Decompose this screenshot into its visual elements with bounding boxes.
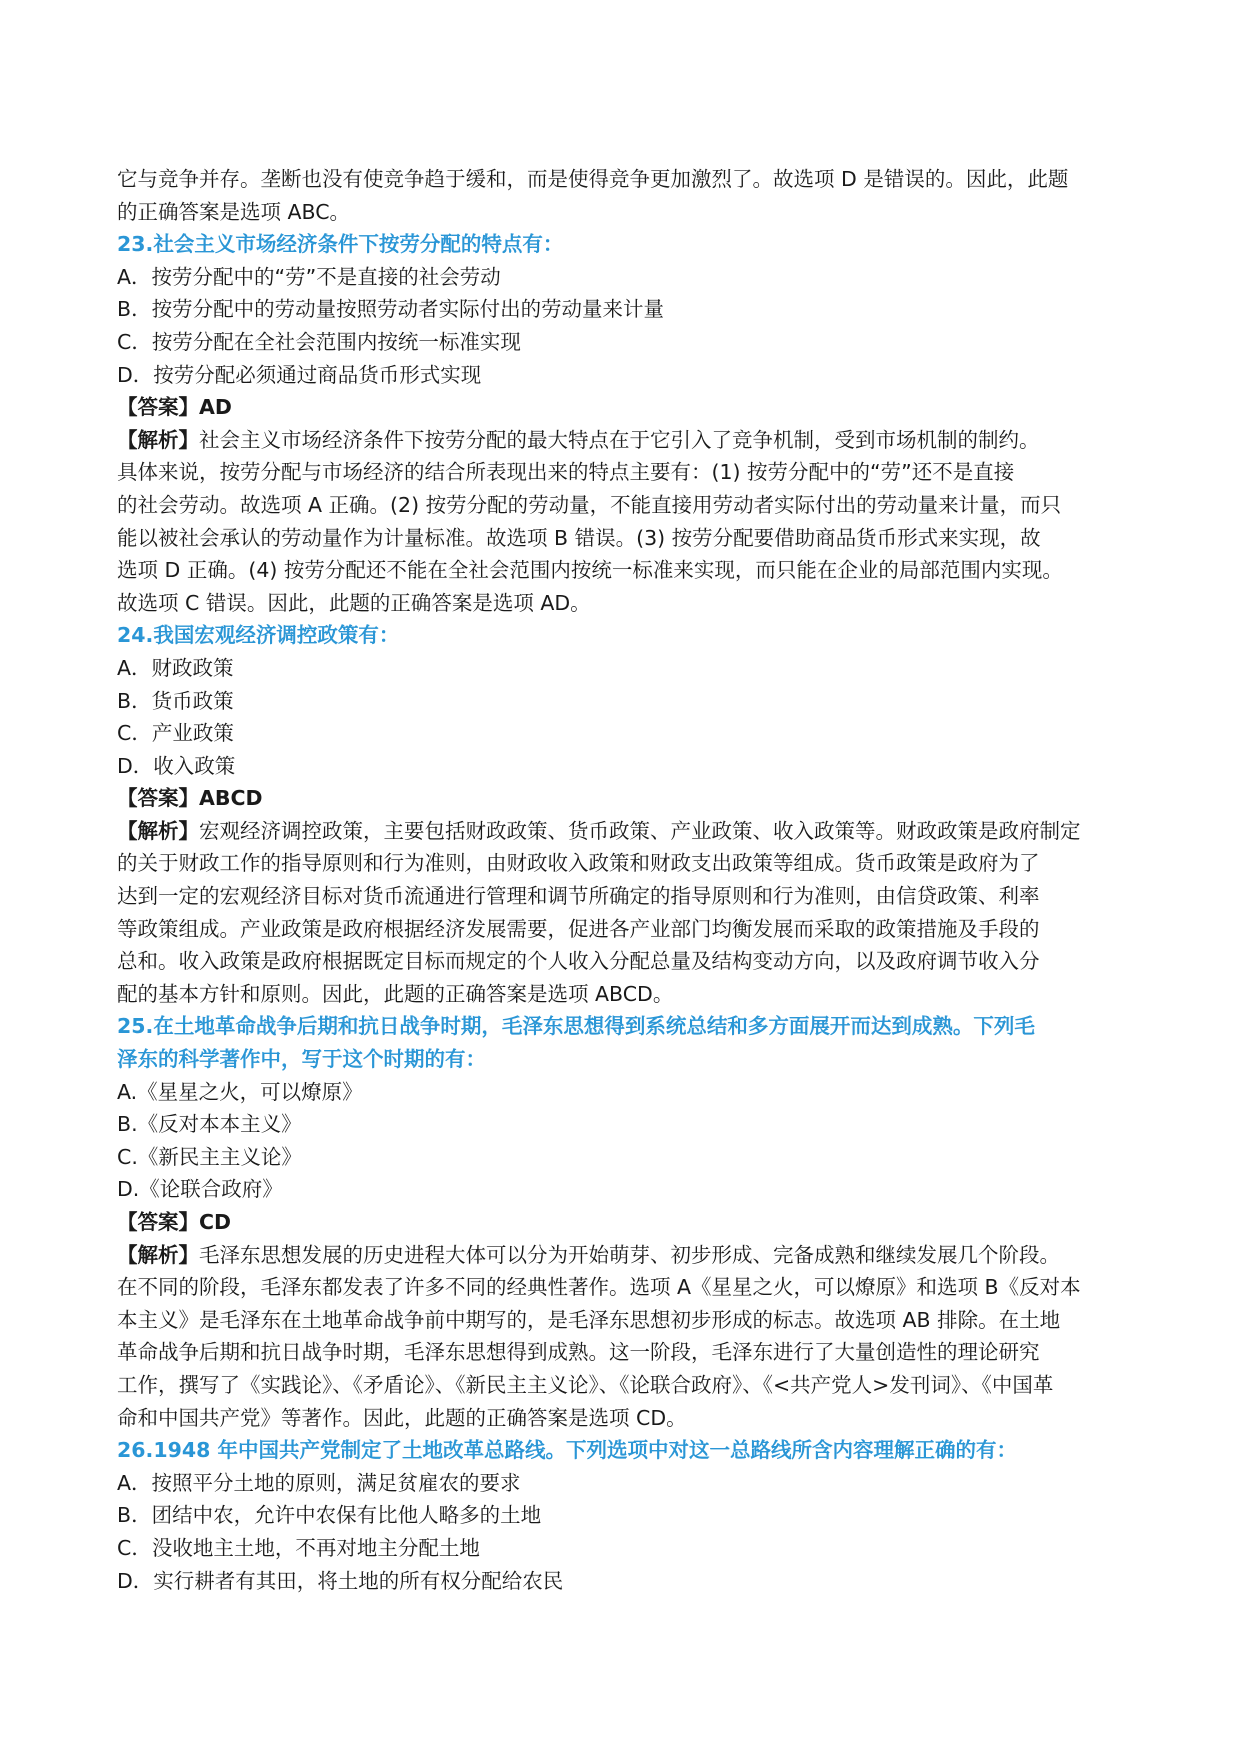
line-text: 它与竞争并存。垄断也没有使竞争趋于缓和，而是使得竞争更加激烈了。故选项 D 是错误的。因此，此题: [117, 167, 1069, 191]
line-text: D．实行耕者有其田，将土地的所有权分配给农民: [117, 1568, 564, 1593]
paragraph-line: [117, 815, 1133, 848]
line-text: 配的基本方针和原则。因此，此题的正确答案是选项 ABCD。: [117, 981, 674, 1006]
line-text: 具体来说，按劳分配与市场经济的结合所表现出来的特点主要有：(1) 按劳分配中的“劳”还不是直接: [117, 460, 1015, 485]
line-text: C．没收地主土地，不再对地主分配土地: [117, 1535, 480, 1560]
line-text: 毛泽东思想发展的历史进程大体可以分为开始萌芽、初步形成、完备成熟和继续发展几个阶段。: [199, 1242, 1060, 1267]
document-body: [117, 163, 1133, 1597]
line-text: C．产业政策: [117, 721, 234, 746]
answer-option: [117, 1565, 1133, 1598]
paragraph-line: [117, 587, 1133, 620]
paragraph-line: [117, 163, 1133, 196]
line-text: 泽东的科学著作中，写于这个时期的有：: [117, 1047, 486, 1072]
paragraph-line: [117, 1336, 1133, 1369]
paragraph-line: [117, 456, 1133, 489]
line-text: 【答案】CD: [117, 1210, 232, 1234]
question-heading: [117, 1434, 1133, 1467]
answer-option: [117, 1499, 1133, 1532]
line-text: B.《反对本本主义》: [117, 1112, 302, 1137]
line-text: 等政策组成。产业政策是政府根据经济发展需要，促进各产业部门均衡发展而采取的政策措施及手段的: [117, 916, 1040, 941]
paragraph-line: [117, 1239, 1133, 1272]
answer-option: [117, 750, 1133, 783]
line-text: 【答案】AD: [117, 395, 232, 420]
answer-option: [117, 359, 1133, 392]
line-text: D．收入政策: [117, 753, 236, 778]
answer-option: [117, 1532, 1133, 1565]
line-text: 达到一定的宏观经济目标对货币流通进行管理和调节所确定的指导原则和行为准则，由信贷政策、利率: [117, 884, 1040, 909]
line-text: B．货币政策: [117, 688, 234, 713]
question-heading: [117, 228, 1133, 261]
line-text: B．团结中农，允许中农保有比他人略多的土地: [117, 1503, 542, 1528]
answer-option: [117, 652, 1133, 685]
line-text: 故选项 C 错误。因此，此题的正确答案是选项 AD。: [117, 590, 591, 615]
line-text: D.《论联合政府》: [117, 1177, 283, 1202]
answer-option: [117, 326, 1133, 359]
answer-option: [117, 293, 1133, 326]
answer-option: [117, 1173, 1133, 1206]
paragraph-line: [117, 978, 1133, 1011]
line-text: 能以被社会承认的劳动量作为计量标准。故选项 B 错误。(3) 按劳分配要借助商品货币形式来实现，故: [117, 525, 1041, 550]
line-text: 命和中国共产党》等著作。因此，此题的正确答案是选项 CD。: [117, 1405, 687, 1430]
line-text: A．按照平分土地的原则，满足贫雇农的要求: [117, 1470, 521, 1495]
paragraph-line: [117, 554, 1133, 587]
paragraph-line: [117, 1304, 1133, 1337]
paragraph-line: [117, 847, 1133, 880]
line-text: 工作，撰写了《实践论》、《矛盾论》、《新民主主义论》、《论联合政府》、《<共产党人>发刊词》、《中国革: [117, 1372, 1054, 1397]
line-text: 宏观经济调控政策，主要包括财政政策、货币政策、产业政策、收入政策等。财政政策是政府制定: [199, 818, 1081, 843]
answer-option: [117, 1076, 1133, 1109]
line-text: 24.我国宏观经济调控政策有：: [117, 623, 400, 648]
explanation-label: 【解析】: [117, 427, 199, 452]
answer-key: [117, 391, 1133, 424]
line-text: 选项 D 正确。(4) 按劳分配还不能在全社会范围内按统一标准来实现，而只能在企业的局部范围内实现。: [117, 558, 1063, 583]
question-heading: [117, 1010, 1133, 1043]
line-text: A．财政政策: [117, 655, 234, 680]
line-text: A.《星星之火，可以燎原》: [117, 1079, 363, 1104]
paragraph-line: [117, 522, 1133, 555]
line-text: 26.1948 年中国共产党制定了土地改革总路线。下列选项中对这一总路线所含内容理解正确的有：: [117, 1438, 1018, 1463]
question-heading: [117, 1043, 1133, 1076]
answer-option: [117, 717, 1133, 750]
paragraph-line: [117, 489, 1133, 522]
paragraph-line: [117, 913, 1133, 946]
line-text: 的关于财政工作的指导原则和行为准则，由财政收入政策和财政支出政策等组成。货币政策是政府为了: [117, 851, 1040, 876]
line-text: 25.在土地革命战争后期和抗日战争时期，毛泽东思想得到系统总结和多方面展开而达到成熟。下列毛: [117, 1014, 1035, 1039]
line-text: 【答案】ABCD: [117, 786, 263, 811]
line-text: 社会主义市场经济条件下按劳分配的最大特点在于它引入了竞争机制，受到市场机制的制约。: [199, 427, 1040, 452]
answer-option: [117, 1467, 1133, 1500]
paragraph-line: [117, 1369, 1133, 1402]
line-text: B．按劳分配中的劳动量按照劳动者实际付出的劳动量来计量: [117, 297, 665, 322]
line-text: C．按劳分配在全社会范围内按统一标准实现: [117, 329, 521, 354]
answer-option: [117, 1141, 1133, 1174]
paragraph-line: [117, 196, 1133, 229]
paragraph-line: [117, 424, 1133, 457]
paragraph-line: [117, 880, 1133, 913]
line-text: C.《新民主主义论》: [117, 1144, 302, 1169]
question-heading: [117, 619, 1133, 652]
paragraph-line: [117, 1402, 1133, 1435]
paragraph-line: [117, 945, 1133, 978]
line-text: 在不同的阶段，毛泽东都发表了许多不同的经典性著作。选项 A《星星之火，可以燎原》和选项 B《反对本: [117, 1275, 1081, 1300]
answer-option: [117, 1108, 1133, 1141]
answer-option: [117, 685, 1133, 718]
line-text: 总和。收入政策是政府根据既定目标而规定的个人收入分配总量及结构变动方向，以及政府调节收入分: [117, 949, 1040, 974]
answer-option: [117, 261, 1133, 294]
explanation-label: 【解析】: [117, 1242, 199, 1267]
answer-key: [117, 782, 1133, 815]
line-text: A．按劳分配中的“劳”不是直接的社会劳动: [117, 264, 501, 289]
line-text: 的社会劳动。故选项 A 正确。(2) 按劳分配的劳动量，不能直接用劳动者实际付出的劳动量来计量，而只: [117, 492, 1062, 517]
line-text: 23.社会主义市场经济条件下按劳分配的特点有：: [117, 232, 564, 257]
line-text: 的正确答案是选项 ABC。: [117, 199, 351, 224]
explanation-label: 【解析】: [117, 818, 199, 843]
line-text: 革命战争后期和抗日战争时期，毛泽东思想得到成熟。这一阶段，毛泽东进行了大量创造性的理论研究: [117, 1340, 1040, 1365]
line-text: D．按劳分配必须通过商品货币形式实现: [117, 362, 482, 387]
line-text: 本主义》是毛泽东在土地革命战争前中期写的，是毛泽东思想初步形成的标志。故选项 AB 排除。在土地: [117, 1307, 1061, 1332]
answer-key: [117, 1206, 1133, 1239]
paragraph-line: [117, 1271, 1133, 1304]
